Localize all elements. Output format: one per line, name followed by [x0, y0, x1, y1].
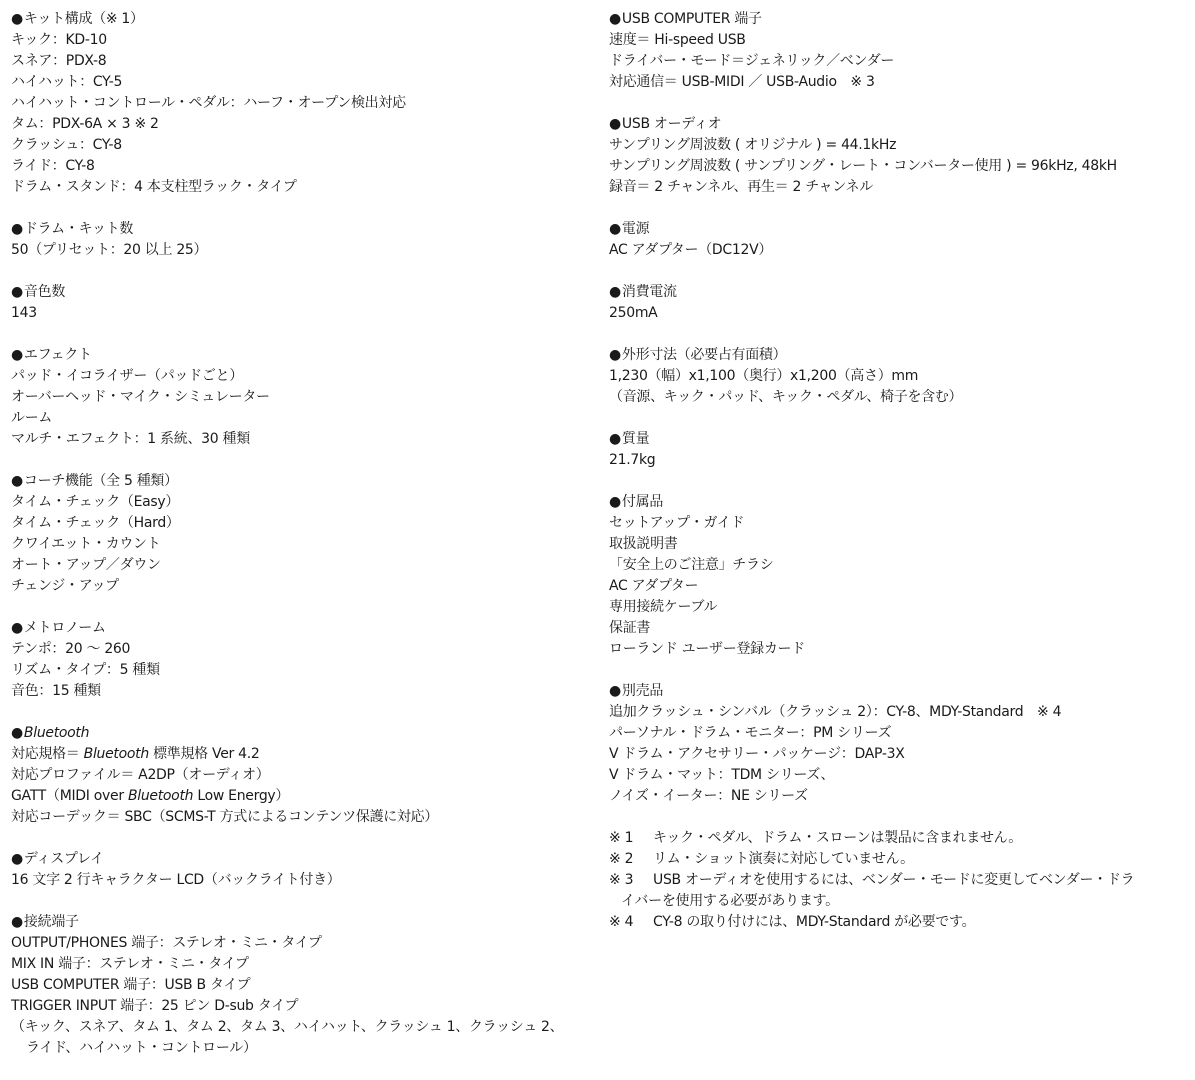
bullet-icon: ●	[609, 347, 621, 363]
right-column	[609, 9, 1189, 933]
weight-value: 21.7kg	[609, 452, 656, 468]
bullet-icon: ●	[11, 347, 23, 363]
kit-snare: スネア：PDX-8	[11, 53, 107, 69]
section-kit	[11, 9, 596, 198]
bullet-icon: ●	[609, 431, 621, 447]
dimensions-value: 1,230（幅）x1,100（奥行）x1,200（高さ）mm	[609, 368, 919, 384]
usb-communication: 対応通信＝ USB-MIDI ／ USB-Audio ※ 3	[609, 74, 875, 90]
effects-line: オーバーヘッド・マイク・シミュレーター	[11, 389, 270, 405]
section-metronome	[11, 618, 596, 702]
usb-speed: 速度＝ Hi-speed USB	[609, 32, 746, 48]
section-display	[11, 849, 596, 891]
heading-usb-computer: ●USB COMPUTER 端子	[609, 9, 1189, 30]
section-power	[609, 219, 1189, 261]
metronome-line: リズム・タイプ：5 種類	[11, 662, 160, 678]
metronome-line: 音色：15 種類	[11, 683, 101, 699]
footnote-mark: ※ 1	[609, 830, 634, 846]
bullet-icon: ●	[11, 620, 23, 636]
kit-hihat: ハイハット：CY-5	[11, 74, 123, 90]
bullet-icon: ●	[11, 11, 23, 27]
section-current	[609, 282, 1189, 324]
option-item: V ドラム・マット：TDM シリーズ、	[609, 767, 835, 783]
bullet-icon: ●	[609, 494, 621, 510]
usb-audio-line: サンプリング周波数 ( サンプリング・レート・コンバーター使用 ) = 96kHz, 48kH	[609, 158, 1117, 174]
section-weight	[609, 429, 1189, 471]
option-item: パーソナル・ドラム・モニター：PM シリーズ	[609, 725, 892, 741]
footnote-1	[609, 828, 1189, 849]
section-coach	[11, 471, 596, 597]
bullet-icon: ●	[609, 221, 621, 237]
accessory-item: 保証書	[609, 620, 651, 636]
section-tones	[11, 282, 596, 324]
bullet-icon: ●	[11, 284, 23, 300]
left-column	[11, 9, 596, 1080]
section-usb-computer	[609, 9, 1189, 93]
bullet-icon: ●	[609, 683, 621, 699]
connector-output: OUTPUT/PHONES 端子：ステレオ・ミニ・タイプ	[11, 935, 322, 951]
kit-stand: ドラム・スタンド：4 本支柱型ラック・タイプ	[11, 179, 297, 195]
heading-display: ●ディスプレイ	[11, 849, 596, 870]
footnote-text: CY-8 の取り付けには、MDY-Standard が必要です。	[653, 914, 976, 930]
footnote-3	[609, 870, 1189, 912]
effects-line: パッド・イコライザー（パッドごと）	[11, 368, 243, 384]
drumkits-value: 50（プリセット：20 以上 25）	[11, 242, 208, 258]
option-item: ノイズ・イーター：NE シリーズ	[609, 788, 808, 804]
section-effects	[11, 345, 596, 450]
accessory-item: ローランド ユーザー登録カード	[609, 641, 805, 657]
kit-hihat-pedal: ハイハット・コントロール・ペダル：ハーフ・オープン検出対応	[11, 95, 406, 111]
footnote-mark: ※ 3	[609, 872, 634, 888]
bullet-icon: ●	[11, 851, 23, 867]
section-dimensions	[609, 345, 1189, 408]
connector-usb: USB COMPUTER 端子：USB B タイプ	[11, 977, 251, 993]
bullet-icon: ●	[11, 473, 23, 489]
section-options	[609, 681, 1189, 807]
bluetooth-profile: 対応プロファイル＝ A2DP（オーディオ）	[11, 767, 270, 783]
metronome-line: テンポ：20 〜 260	[11, 641, 131, 657]
heading-bluetooth: ●Bluetooth	[11, 723, 596, 744]
bullet-icon: ●	[609, 11, 621, 27]
heading-drumkits: ●ドラム・キット数	[11, 219, 596, 240]
accessory-item: 専用接続ケーブル	[609, 599, 718, 615]
section-drumkits	[11, 219, 596, 261]
footnote-text: USB オーディオを使用するには、ベンダー・モードに変更してベンダー・ドラ	[653, 872, 1135, 888]
heading-tones: ●音色数	[11, 282, 596, 303]
heading-current: ●消費電流	[609, 282, 1189, 303]
bluetooth-gatt: GATT（MIDI over Bluetooth Low Energy）	[11, 788, 290, 804]
usb-driver-mode: ドライバー・モード＝ジェネリック／ベンダー	[609, 53, 895, 69]
connector-trigger-list: （キック、スネア、タム 1、タム 2、タム 3、ハイハット、クラッシュ 1、クラッシュ 2、	[11, 1019, 564, 1035]
bullet-icon: ●	[11, 725, 23, 741]
footnote-mark: ※ 2	[609, 851, 634, 867]
effects-line: ルーム	[11, 410, 53, 426]
footnote-2	[609, 849, 1189, 870]
connector-trigger-list-cont: ライド、ハイハット・コントロール）	[26, 1040, 257, 1056]
power-value: AC アダプター（DC12V）	[609, 242, 773, 258]
usb-audio-line: 録音＝ 2 チャンネル、再生＝ 2 チャンネル	[609, 179, 873, 195]
option-item: 追加クラッシュ・シンバル（クラッシュ 2）：CY-8、MDY-Standard ※ 4	[609, 704, 1062, 720]
heading-weight: ●質量	[609, 429, 1189, 450]
kit-crash: クラッシュ：CY-8	[11, 137, 122, 153]
option-item: V ドラム・アクセサリー・パッケージ：DAP-3X	[609, 746, 905, 762]
bullet-icon: ●	[11, 221, 23, 237]
bluetooth-codec: 対応コーデック＝ SBC（SCMS-T 方式によるコンテンツ保護に対応）	[11, 809, 439, 825]
footnote-text-cont: イバーを使用する必要があります。	[621, 893, 839, 909]
footnote-4	[609, 912, 1189, 933]
heading-usb-audio: ●USB オーディオ	[609, 114, 1189, 135]
kit-tom: タム：PDX-6A × 3 ※ 2	[11, 116, 159, 132]
display-value: 16 文字 2 行キャラクター LCD（バックライト付き）	[11, 872, 341, 888]
section-usb-audio	[609, 114, 1189, 198]
connector-mixin: MIX IN 端子：ステレオ・ミニ・タイプ	[11, 956, 249, 972]
kit-ride: ライド：CY-8	[11, 158, 95, 174]
usb-audio-line: サンプリング周波数 ( オリジナル ) = 44.1kHz	[609, 137, 897, 153]
dimensions-note: （音源、キック・パッド、キック・ペダル、椅子を含む）	[609, 389, 963, 405]
section-accessories	[609, 492, 1189, 660]
heading-connectors: ●接続端子	[11, 912, 596, 933]
heading-power: ●電源	[609, 219, 1189, 240]
coach-line: タイム・チェック（Easy）	[11, 494, 180, 510]
heading-effects: ●エフェクト	[11, 345, 596, 366]
section-bluetooth	[11, 723, 596, 828]
footnote-text: リム・ショット演奏に対応していません。	[653, 851, 914, 867]
kit-kick: キック：KD-10	[11, 32, 107, 48]
accessory-item: AC アダプター	[609, 578, 699, 594]
bullet-icon: ●	[11, 914, 23, 930]
bullet-icon: ●	[609, 284, 621, 300]
effects-line: マルチ・エフェクト：1 系統、30 種類	[11, 431, 250, 447]
heading-accessories: ●付属品	[609, 492, 1189, 513]
coach-line: チェンジ・アップ	[11, 578, 119, 594]
current-value: 250mA	[609, 305, 658, 321]
coach-line: タイム・チェック（Hard）	[11, 515, 180, 531]
tones-value: 143	[11, 305, 37, 321]
footnote-text: キック・ペダル、ドラム・スローンは製品に含まれません。	[653, 830, 1022, 846]
heading-options: ●別売品	[609, 681, 1189, 702]
heading-metronome: ●メトロノーム	[11, 618, 596, 639]
coach-line: オート・アップ／ダウン	[11, 557, 161, 573]
heading-kit: ●キット構成（※ 1）	[11, 9, 596, 30]
accessory-item: セットアップ・ガイド	[609, 515, 745, 531]
bluetooth-standard: 対応規格＝ Bluetooth 標準規格 Ver 4.2	[11, 746, 260, 762]
bullet-icon: ●	[609, 116, 621, 132]
section-connectors	[11, 912, 596, 1059]
footnotes	[609, 828, 1189, 933]
accessory-item: 「安全上のご注意」チラシ	[609, 557, 774, 573]
connector-trigger: TRIGGER INPUT 端子：25 ピン D-sub タイプ	[11, 998, 299, 1014]
footnote-mark: ※ 4	[609, 914, 634, 930]
accessory-item: 取扱説明書	[609, 536, 678, 552]
coach-line: クワイエット・カウント	[11, 536, 161, 552]
heading-coach: ●コーチ機能（全 5 種類）	[11, 471, 596, 492]
heading-dimensions: ●外形寸法（必要占有面積）	[609, 345, 1189, 366]
